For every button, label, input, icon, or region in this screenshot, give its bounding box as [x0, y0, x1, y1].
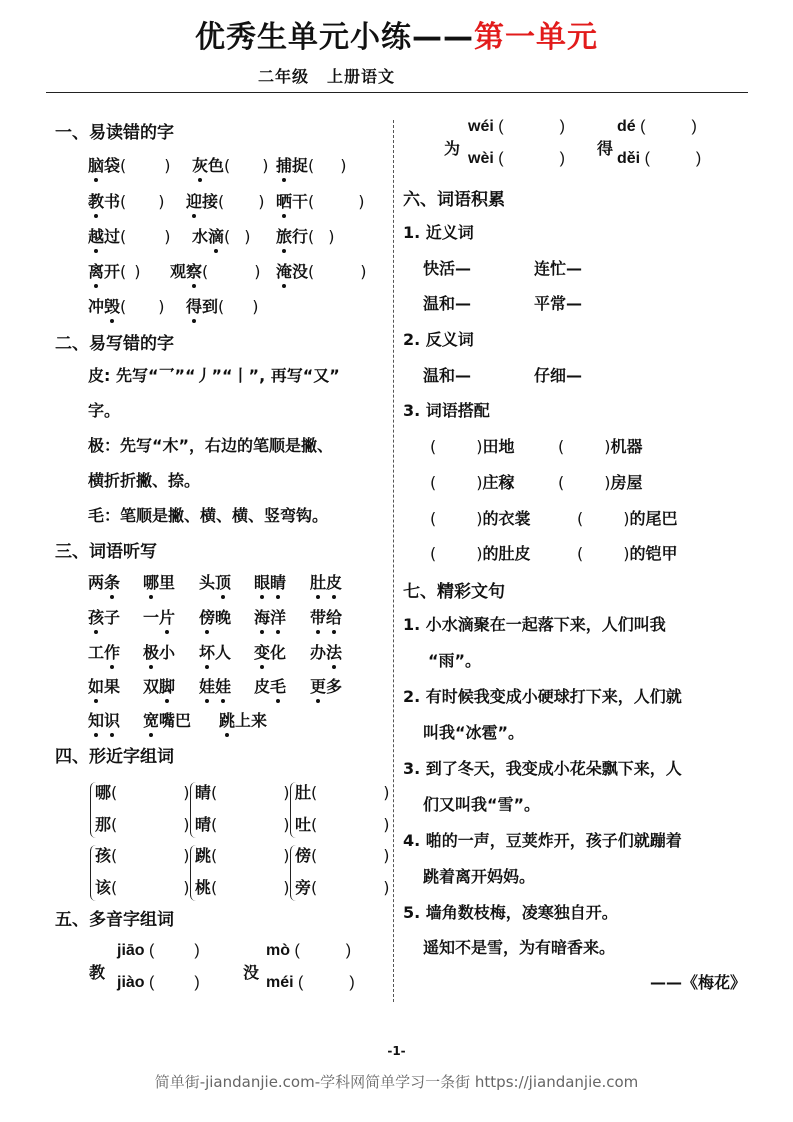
word-char: 小 [159, 643, 176, 662]
dictation-text [254, 677, 286, 696]
word-blank[interactable]: ( ) [111, 878, 190, 897]
section-1-heading: 一、易读错的字 [55, 123, 174, 143]
word-blank[interactable]: ( ) [311, 815, 390, 834]
dictation-text [199, 573, 231, 592]
section-2-body [88, 358, 393, 533]
collocation-item [430, 470, 515, 493]
similar-char-item [295, 875, 390, 898]
column-divider [393, 120, 394, 1002]
read-word [88, 262, 120, 281]
pinyin-label: wèi [468, 150, 499, 167]
collocation-blank[interactable]: ( ) [577, 544, 630, 563]
word-char: 皮 [326, 570, 342, 593]
dictation-text [310, 677, 342, 696]
similar-char: 吐 [295, 815, 312, 834]
read-word [276, 262, 308, 281]
word-char: 变 [254, 640, 270, 663]
read-word [88, 156, 120, 175]
word-char: 条 [104, 570, 120, 593]
similar-char: 该 [95, 878, 112, 897]
collocation-item [430, 541, 531, 564]
pinyin-blank[interactable]: ( ) [224, 227, 251, 246]
collocation-item [430, 434, 515, 457]
poem-line: 5. 墙角数枝梅，凌寒独自开。 [403, 903, 618, 922]
similar-char-item [295, 780, 390, 803]
sentence-line: 4. 啪的一声，豆荚炸开，孩子们就蹦着 [403, 831, 682, 850]
watermark: 简单街-jiandanjie.com-学科网简单学习一条街 https://jiandanjie.com [154, 1073, 639, 1091]
dictation-word [310, 640, 342, 663]
similar-char: 睛 [195, 783, 212, 802]
read-item [192, 224, 251, 247]
pinyin-label: wéi [468, 118, 499, 135]
collocation-item [577, 506, 678, 529]
read-item [276, 153, 347, 176]
sentence-line: 叫我“冰雹”。 [423, 723, 525, 742]
pinyin-blank[interactable]: ( ) [308, 227, 335, 246]
dictation-word [88, 674, 120, 697]
dictation-text [143, 643, 175, 662]
collocation-blank[interactable]: ( ) [558, 473, 611, 492]
word-char: 行 [292, 227, 309, 246]
dictation-word [219, 708, 267, 731]
sentence-line: 1. 小水滴聚在一起落下来，人们叫我 [403, 615, 666, 634]
dictation-text [219, 711, 267, 730]
word-char: 皮 [254, 677, 271, 696]
pinyin-blank[interactable]: ( ) [120, 156, 171, 175]
antonym-item: 温和— [423, 366, 472, 385]
pinyin-label: méi [266, 974, 299, 991]
word-blank[interactable]: ( ) [211, 846, 290, 865]
word-char: 眼 [254, 570, 270, 593]
word-char: 迎 [186, 189, 202, 212]
word-char: 办 [310, 643, 327, 662]
collocation-blank[interactable]: ( ) [430, 544, 483, 563]
synonym-item: 快活— [423, 259, 472, 278]
collocation-word: 的衣裳 [482, 509, 531, 528]
similar-char-item [295, 812, 390, 835]
sentence-line: 3. 到了冬天，我变成小花朵飘下来，人 [403, 759, 682, 778]
read-word [276, 156, 308, 175]
reading-item [617, 150, 701, 168]
pinyin-blank[interactable]: ( ) [218, 192, 265, 211]
read-word [192, 156, 224, 175]
read-word [276, 227, 308, 246]
read-word [192, 227, 224, 246]
word-blank[interactable]: ( ) [498, 150, 565, 167]
word-char: 更 [310, 674, 326, 697]
dictation-text [254, 608, 286, 627]
word-char: 法 [326, 640, 342, 663]
word-blank[interactable]: ( ) [149, 974, 200, 991]
word-char: 头 [199, 573, 216, 592]
header-divider [46, 92, 748, 93]
word-blank[interactable]: ( ) [311, 878, 390, 897]
title-main: 优秀生单元小练—— [195, 20, 474, 55]
word-char: 色 [208, 156, 225, 175]
word-blank[interactable]: ( ) [211, 878, 290, 897]
collocation-item [577, 541, 678, 564]
collocation-word: 庄稼 [482, 473, 515, 492]
similar-char-item [195, 875, 290, 898]
pinyin-blank[interactable]: ( ) [120, 192, 165, 211]
read-item [276, 189, 365, 212]
sentence-line: 们又叫我“雪”。 [423, 795, 541, 814]
word-blank[interactable]: ( ) [211, 815, 290, 834]
antonyms-subheading: 2. 反义词 [403, 330, 474, 349]
similar-char: 哪 [95, 783, 112, 802]
word-char: 两 [88, 573, 105, 592]
collocation-item [430, 506, 531, 529]
pinyin-label: jiào [117, 974, 150, 991]
word-blank[interactable]: ( ) [211, 783, 290, 802]
word-char: 傍 [199, 605, 215, 628]
collocation-blank[interactable]: ( ) [577, 509, 630, 528]
word-char: 来 [251, 711, 268, 730]
similar-char: 肚 [295, 783, 312, 802]
polyphone-char: 没 [243, 963, 260, 982]
polyphone-char: 得 [597, 139, 614, 158]
read-word [186, 192, 218, 211]
read-word [88, 227, 120, 246]
reading-item [617, 118, 697, 136]
collocation-subheading: 3. 词语搭配 [403, 401, 490, 420]
similar-char-item [95, 780, 190, 803]
read-word [276, 192, 308, 211]
word-char: 宽 [143, 708, 159, 731]
word-char: 肚 [310, 570, 326, 593]
collocation-blank[interactable]: ( ) [430, 509, 483, 528]
page-title [0, 12, 793, 56]
word-char: 顶 [215, 570, 231, 593]
word-char: 袋 [104, 156, 121, 175]
word-char: 开 [104, 262, 121, 281]
section-3-heading: 三、词语听写 [55, 542, 157, 562]
word-char: 睛 [270, 570, 286, 593]
word-char: 知 [88, 708, 104, 731]
word-char: 海 [254, 605, 270, 628]
read-word [88, 297, 120, 316]
read-item [186, 294, 259, 317]
dictation-text [88, 677, 120, 696]
word-char: 没 [292, 262, 309, 281]
dictation-word [88, 570, 120, 593]
word-char: 书 [104, 192, 121, 211]
synonyms-subheading: 1. 近义词 [403, 223, 474, 242]
read-item [170, 259, 261, 282]
grade-label: 二年级 [258, 67, 310, 86]
dictation-text [310, 643, 342, 662]
dictation-word [254, 605, 286, 628]
word-blank[interactable]: ( ) [111, 815, 190, 834]
word-char: 娃 [199, 674, 215, 697]
collocation-item [558, 470, 643, 493]
pinyin-blank[interactable]: ( ) [202, 262, 261, 281]
pinyin-label: dé [617, 118, 641, 135]
title-unit: 第一单元 [474, 20, 598, 55]
subtitle [258, 64, 395, 87]
word-char: 娃 [215, 674, 231, 697]
dictation-word [310, 605, 342, 628]
pinyin-blank[interactable]: ( ) [308, 156, 347, 175]
similar-char: 跳 [195, 846, 212, 865]
synonym-item: 平常— [534, 294, 583, 313]
word-char: 子 [104, 608, 121, 627]
dictation-text [143, 608, 175, 627]
pinyin-blank[interactable]: ( ) [120, 297, 165, 316]
reading-item [117, 942, 200, 960]
word-blank[interactable]: ( ) [111, 783, 190, 802]
word-char: 里 [159, 573, 176, 592]
word-char: 晒 [276, 189, 292, 212]
dictation-word [143, 708, 191, 731]
dictation-text [310, 573, 342, 592]
word-char: 工 [88, 643, 105, 662]
pinyin-label: mò [266, 942, 295, 959]
word-char: 毛 [270, 674, 286, 697]
word-char: 嘴 [159, 711, 176, 730]
sentence-line: “雨”。 [428, 651, 482, 670]
pinyin-blank[interactable]: ( ) [308, 192, 365, 211]
dictation-word [199, 674, 231, 697]
collocation-blank[interactable]: ( ) [430, 437, 483, 456]
similar-char-item [95, 875, 190, 898]
dictation-text [88, 573, 120, 592]
word-char: 化 [270, 643, 287, 662]
word-char: 接 [202, 192, 219, 211]
reading-item [117, 974, 200, 992]
collocation-blank[interactable]: ( ) [558, 437, 611, 456]
word-char: 坏 [199, 640, 215, 663]
word-char: 作 [104, 640, 120, 663]
word-char: 片 [159, 605, 175, 628]
dictation-text [310, 608, 342, 627]
section-4-heading: 四、形近字组词 [55, 747, 174, 767]
word-char: 双 [143, 677, 160, 696]
word-char: 晚 [215, 608, 232, 627]
dictation-word [199, 570, 231, 593]
reading-item [266, 974, 355, 992]
dictation-word [143, 674, 175, 697]
sentence-line: 2. 有时候我变成小硬球打下来，人们就 [403, 687, 682, 706]
dictation-text [199, 643, 231, 662]
word-char: 脚 [159, 674, 175, 697]
word-char: 旅 [276, 224, 292, 247]
dictation-word [254, 640, 286, 663]
word-char: 干 [292, 192, 309, 211]
reading-item [266, 942, 351, 960]
read-item [88, 294, 165, 317]
word-blank[interactable]: ( ) [298, 974, 355, 991]
similar-char-item [195, 843, 290, 866]
word-char: 如 [88, 674, 104, 697]
sentence-line: 跳着离开妈妈。 [423, 867, 536, 886]
dictation-text [143, 711, 191, 730]
reading-item [468, 118, 565, 136]
word-blank[interactable]: ( ) [149, 942, 200, 959]
read-word [88, 192, 120, 211]
dictation-word [143, 640, 175, 663]
word-char: 巴 [175, 711, 192, 730]
stroke-note-line: 毛：笔顺是撇、横、横、竖弯钩。 [88, 506, 329, 525]
dictation-text [254, 643, 286, 662]
similar-char: 桃 [195, 878, 212, 897]
word-char: 洋 [270, 605, 286, 628]
word-char: 离 [88, 259, 104, 282]
word-char: 淹 [276, 259, 292, 282]
similar-char: 旁 [295, 878, 312, 897]
similar-char: 傍 [295, 846, 312, 865]
section-7-heading: 七、精彩文句 [403, 582, 505, 602]
read-item [88, 153, 171, 176]
dictation-text [88, 608, 120, 627]
word-blank[interactable]: ( ) [294, 942, 352, 959]
collocation-word: 田地 [482, 437, 515, 456]
polyphone-char: 为 [444, 139, 461, 158]
collocation-word: 房屋 [610, 473, 643, 492]
read-item [88, 189, 165, 212]
word-char: 捕 [276, 153, 292, 176]
synonym-item: 温和— [423, 294, 472, 313]
word-char: 冲 [88, 297, 105, 316]
stroke-note-line: 横折折撇、捺。 [88, 471, 201, 490]
word-blank[interactable]: ( ) [111, 846, 190, 865]
dictation-text [88, 643, 120, 662]
similar-char: 孩 [95, 846, 112, 865]
word-char: 人 [215, 643, 232, 662]
antonym-item: 仔细— [534, 366, 583, 385]
word-char: 观 [170, 262, 187, 281]
word-char: 果 [104, 677, 121, 696]
synonym-item: 连忙— [534, 259, 583, 278]
similar-char: 晴 [195, 815, 212, 834]
word-char: 给 [326, 605, 342, 628]
page-number: -1- [387, 1044, 406, 1058]
read-item [88, 224, 171, 247]
read-item [186, 189, 265, 212]
poem-line: 遥知不是雪，为有暗香来。 [423, 938, 616, 957]
word-char: 识 [104, 708, 120, 731]
stroke-note-line: 皮: 先写“乛”“丿”“丨”, 再写“又” [88, 366, 340, 385]
word-char: 极 [143, 640, 159, 663]
word-blank[interactable]: ( ) [311, 783, 390, 802]
pinyin-blank[interactable]: ( ) [120, 262, 141, 281]
collocation-word: 机器 [610, 437, 643, 456]
word-blank[interactable]: ( ) [640, 118, 697, 135]
word-char: 一 [143, 608, 160, 627]
dictation-word [310, 674, 342, 697]
pinyin-blank[interactable]: ( ) [120, 227, 171, 246]
word-char: 脑 [88, 153, 104, 176]
dictation-word [199, 640, 231, 663]
collocation-item [558, 434, 643, 457]
polyphone-char: 教 [89, 963, 106, 982]
word-char: 察 [186, 259, 202, 282]
pinyin-blank[interactable]: ( ) [218, 297, 259, 316]
dictation-text [199, 677, 231, 696]
dictation-word [254, 674, 286, 697]
word-char: 多 [326, 677, 343, 696]
dictation-word [199, 605, 231, 628]
dictation-text [143, 677, 175, 696]
collocation-blank[interactable]: ( ) [430, 473, 483, 492]
dictation-word [254, 570, 286, 593]
stroke-note-line: 极：先写“木”，右边的笔顺是撇、 [88, 436, 334, 455]
similar-char-item [195, 780, 290, 803]
word-char: 毁 [104, 294, 120, 317]
word-blank[interactable]: ( ) [644, 150, 702, 167]
dictation-word [88, 605, 120, 628]
dictation-word [310, 570, 342, 593]
word-char: 水 [192, 227, 209, 246]
collocation-word: 的铠甲 [629, 544, 678, 563]
section-5-heading: 五、多音字组词 [55, 910, 174, 930]
read-item [276, 224, 335, 247]
read-item [88, 259, 141, 282]
similar-char-item [195, 812, 290, 835]
reading-item [468, 150, 565, 168]
dictation-word [88, 708, 120, 731]
word-char: 得 [186, 294, 202, 317]
word-char: 到 [202, 297, 219, 316]
word-char: 过 [104, 227, 121, 246]
read-item [192, 153, 269, 176]
dictation-word [143, 605, 175, 628]
word-char: 哪 [143, 570, 159, 593]
section-2-heading: 二、易写错的字 [55, 334, 174, 354]
pinyin-label: děi [617, 150, 645, 167]
pinyin-label: jiāo [117, 942, 150, 959]
word-char: 灰 [192, 153, 208, 176]
dictation-text [88, 711, 120, 730]
subject-label: 上册语文 [327, 67, 396, 86]
word-char: 跳 [219, 708, 235, 731]
read-item [276, 259, 367, 282]
word-char: 教 [88, 189, 104, 212]
pinyin-blank[interactable]: ( ) [308, 262, 367, 281]
similar-char-item [95, 843, 190, 866]
dictation-word [88, 640, 120, 663]
word-char: 孩 [88, 605, 104, 628]
collocation-word: 的尾巴 [629, 509, 678, 528]
collocation-word: 的肚皮 [482, 544, 531, 563]
word-char: 上 [235, 711, 252, 730]
word-char: 越 [88, 224, 104, 247]
dictation-text [254, 573, 286, 592]
read-word [186, 297, 218, 316]
pinyin-blank[interactable]: ( ) [224, 156, 269, 175]
dictation-text [143, 573, 175, 592]
similar-char-item [295, 843, 390, 866]
word-blank[interactable]: ( ) [498, 118, 565, 135]
poem-source: ——《梅花》 [650, 973, 747, 992]
word-char: 捉 [292, 156, 309, 175]
similar-char: 那 [95, 815, 112, 834]
dictation-word [143, 570, 175, 593]
section-6-heading: 六、词语积累 [403, 190, 505, 210]
read-word [170, 262, 202, 281]
word-char: 滴 [208, 224, 224, 247]
word-blank[interactable]: ( ) [311, 846, 390, 865]
stroke-note-line: 字。 [88, 401, 121, 420]
dictation-text [199, 608, 231, 627]
similar-char-item [95, 812, 190, 835]
word-char: 带 [310, 605, 326, 628]
